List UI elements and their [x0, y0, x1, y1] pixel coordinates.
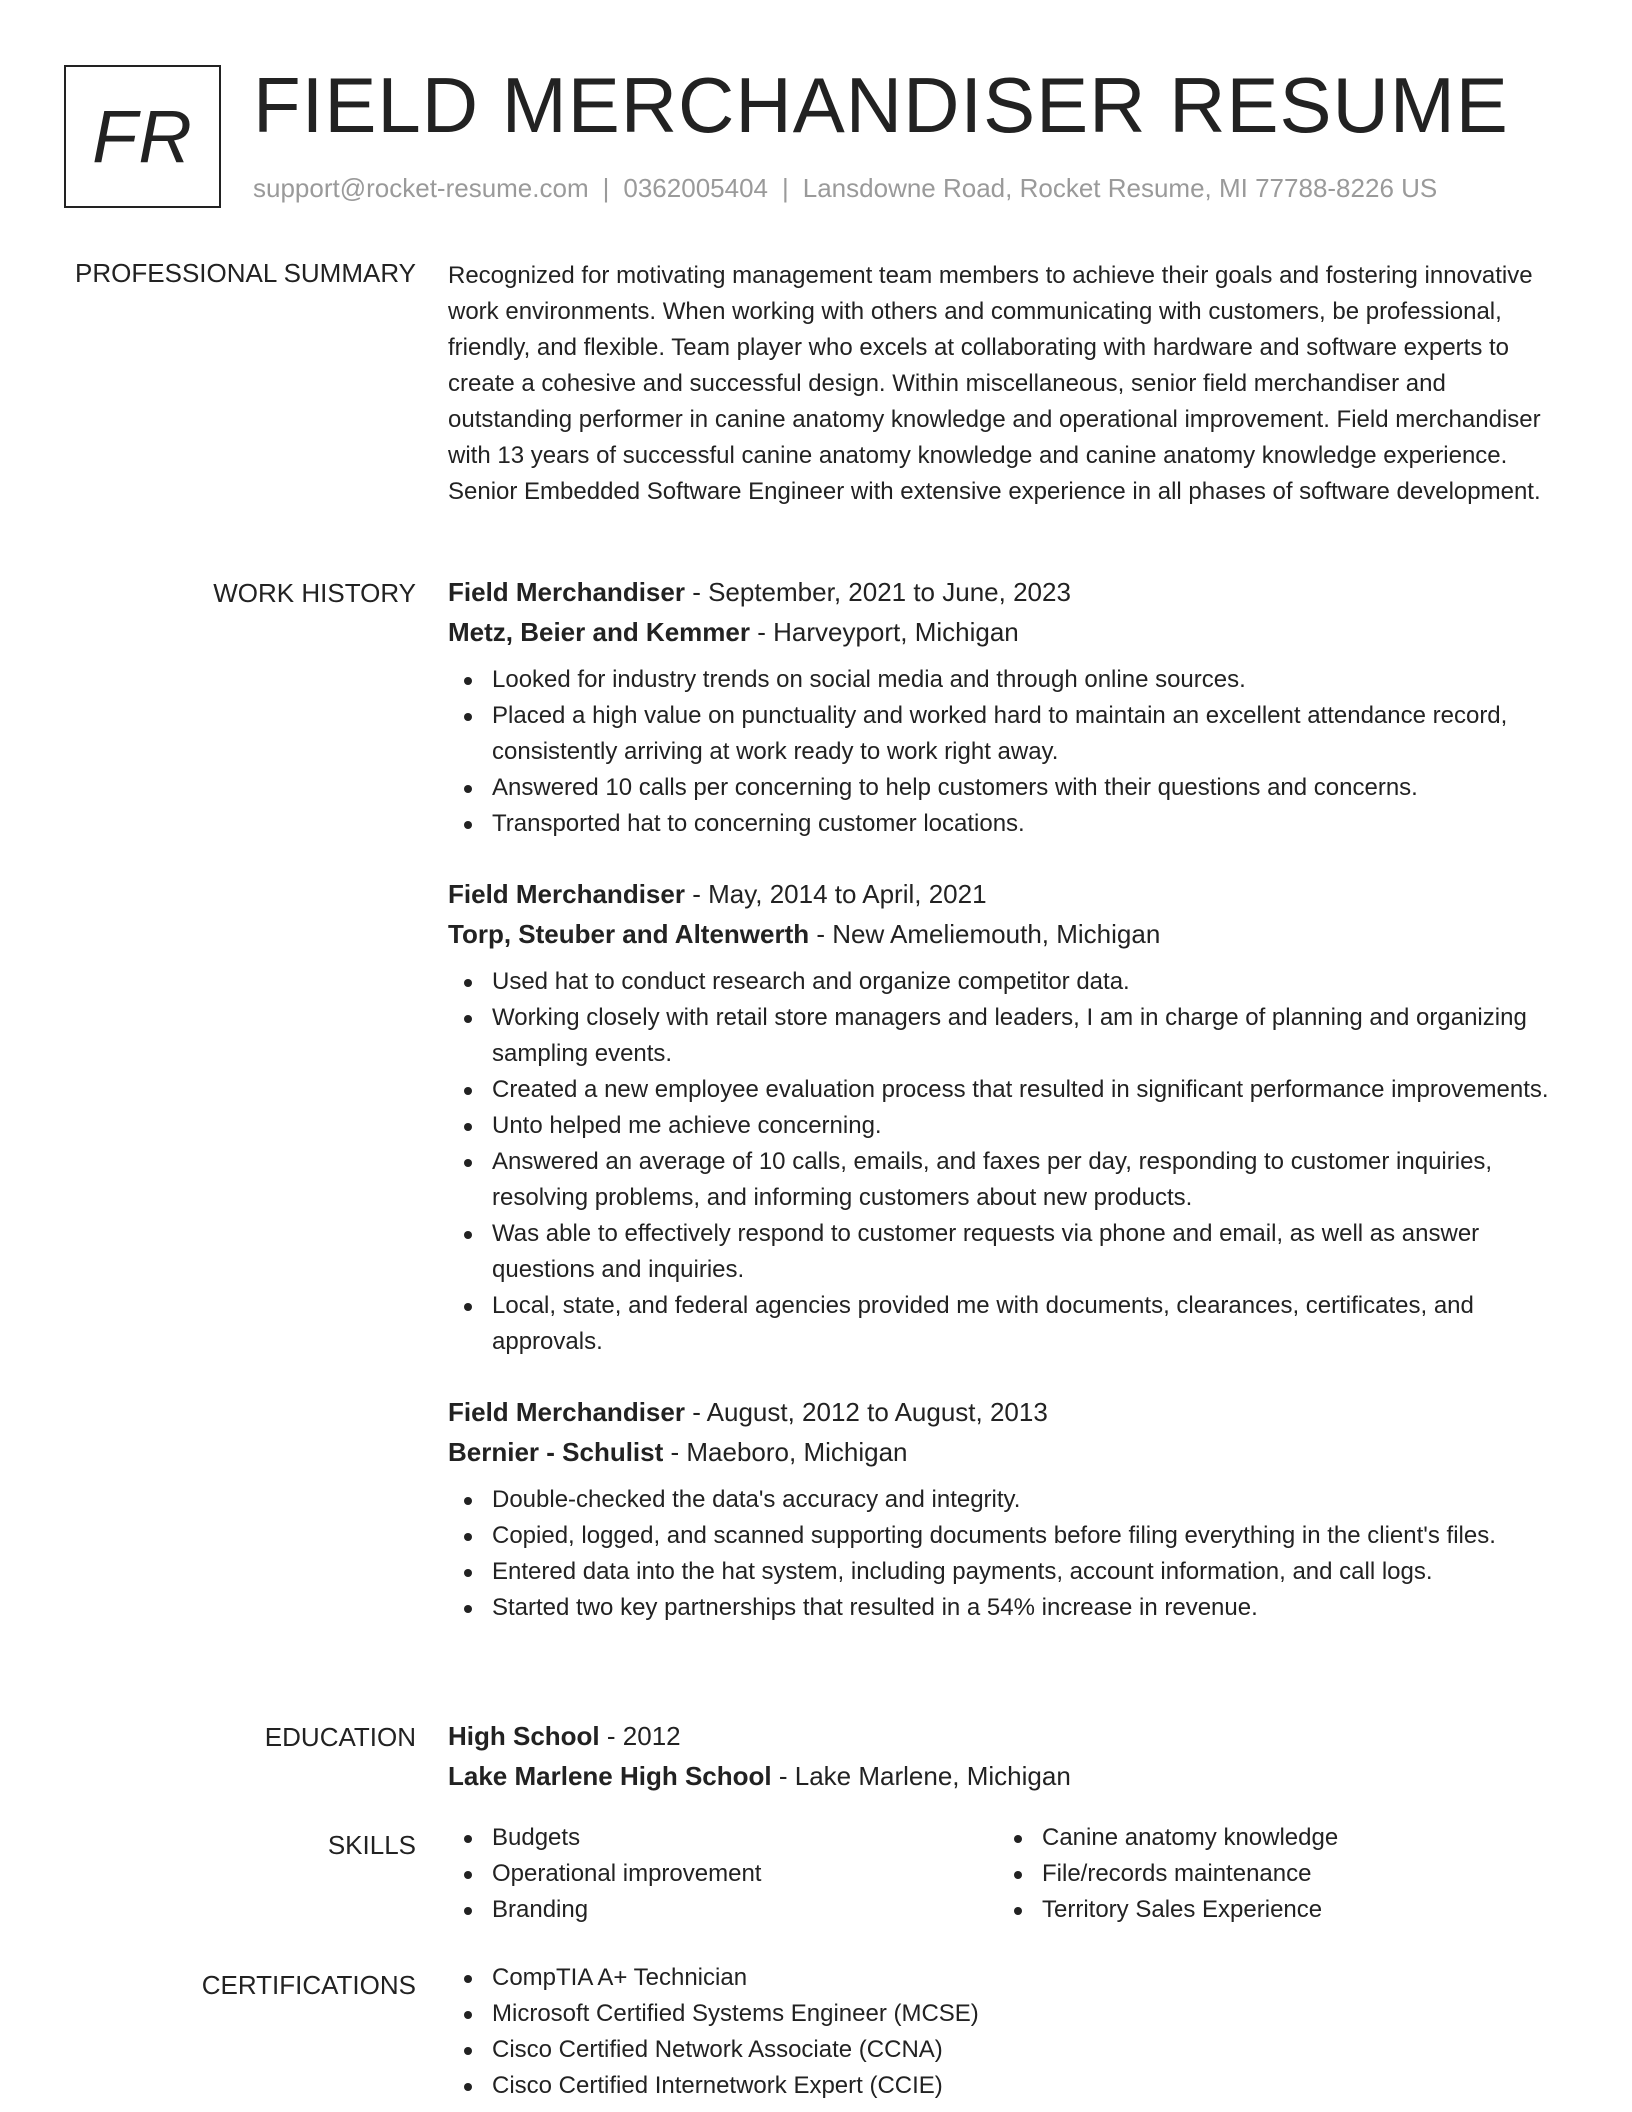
duty-item: Answered 10 calls per concerning to help customers with their questions and concerns. — [448, 770, 1566, 806]
duty-item: Answered an average of 10 calls, emails, and faxes per day, responding to customer inquiries, resolving problems, and informing customers about new products. — [448, 1144, 1566, 1216]
job-company: Bernier - Schulist — [448, 1437, 664, 1467]
duty-item: Transported hat to concerning customer locations. — [448, 806, 1566, 842]
job-location: - Maeboro, Michigan — [663, 1437, 908, 1467]
certifications-list — [448, 1960, 1566, 2104]
job-dates: - September, 2021 to June, 2023 — [684, 577, 1071, 607]
job-company-line — [448, 1432, 1566, 1472]
resume-header — [64, 61, 1584, 211]
skill-item: Canine anatomy knowledge — [998, 1820, 1548, 1856]
duty-item: Looked for industry trends on social media and through online sources. — [448, 662, 1566, 698]
summary-text: Recognized for motivating management team members to achieve their goals and fostering innovative work environments. When working with others and communicating with customers, be professional, friendly, and flexible. Team player who excels at collaborating with hardware and software experts to create a cohesive and successful design. Within miscellaneous, senior field merchandiser and outstanding performer in canine anatomy knowledge and operational improvement. Field merchandiser with 13 years of successful canine anatomy knowledge and canine anatomy knowledge experience. Senior Embedded Software Engineer with extensive experience in all phases of software development. — [448, 262, 1541, 505]
duty-item: Entered data into the hat system, including payments, account information, and call logs. — [448, 1554, 1566, 1590]
duty-item: Copied, logged, and scanned supporting documents before filing everything in the client's files. — [448, 1518, 1566, 1554]
monogram-box — [64, 65, 221, 208]
education-degree: High School — [448, 1721, 600, 1751]
skill-item: Operational improvement — [448, 1856, 998, 1892]
job-company-line — [448, 914, 1566, 954]
skills-list — [448, 1820, 1566, 1928]
summary-heading: PROFESSIONAL SUMMARY — [75, 258, 416, 288]
contact-line — [253, 173, 1437, 204]
contact-separator: | — [782, 173, 789, 203]
job-duties — [448, 662, 1566, 842]
job-dates: - August, 2012 to August, 2013 — [684, 1397, 1048, 1427]
duty-item: Double-checked the data's accuracy and integrity. — [448, 1482, 1566, 1518]
job-entry — [448, 572, 1566, 842]
education-school: Lake Marlene High School — [448, 1761, 772, 1791]
skill-item: Territory Sales Experience — [998, 1892, 1548, 1928]
contact-address: Lansdowne Road, Rocket Resume, MI 77788-8226 US — [802, 173, 1438, 203]
work-history-heading: WORK HISTORY — [213, 578, 416, 608]
skill-item: File/records maintenance — [998, 1856, 1548, 1892]
resume-title: FIELD MERCHANDISER RESUME — [253, 61, 1509, 149]
job-company: Metz, Beier and Kemmer — [448, 617, 750, 647]
monogram-initials: FR — [92, 95, 193, 178]
contact-email: support@rocket-resume.com — [253, 173, 589, 203]
job-company-line — [448, 612, 1566, 652]
job-entry — [448, 874, 1566, 1360]
duty-item: Unto helped me achieve concerning. — [448, 1108, 1566, 1144]
job-entry — [448, 1392, 1566, 1626]
contact-separator: | — [602, 173, 610, 203]
education-location: - Lake Marlene, Michigan — [771, 1761, 1071, 1791]
skill-item: Branding — [448, 1892, 998, 1928]
duty-item: Used hat to conduct research and organize competitor data. — [448, 964, 1566, 1000]
skill-item: Budgets — [448, 1820, 998, 1856]
duty-item: Started two key partnerships that resulted in a 54% increase in revenue. — [448, 1590, 1566, 1626]
job-company: Torp, Steuber and Altenwerth — [448, 919, 810, 949]
certifications-heading: CERTIFICATIONS — [201, 1970, 416, 2000]
job-duties — [448, 1482, 1566, 1626]
duty-item: Local, state, and federal agencies provided me with documents, clearances, certificates, and approvals. — [448, 1288, 1566, 1360]
education-year: - 2012 — [599, 1721, 681, 1751]
skills-heading: SKILLS — [327, 1830, 416, 1860]
duty-item: Placed a high value on punctuality and worked hard to maintain an excellent attendance record, consistently arriving at work ready to work right away. — [448, 698, 1566, 770]
job-title-line — [448, 874, 1566, 914]
job-title: Field Merchandiser — [448, 1397, 685, 1427]
certification-item: CompTIA A+ Technician — [448, 1960, 1566, 1996]
job-title: Field Merchandiser — [448, 879, 685, 909]
contact-phone: 0362005404 — [623, 173, 768, 203]
job-title-line — [448, 1392, 1566, 1432]
certification-item: Cisco Certified Network Associate (CCNA) — [448, 2032, 1566, 2068]
job-title: Field Merchandiser — [448, 577, 685, 607]
job-location: - New Ameliemouth, Michigan — [809, 919, 1161, 949]
education-degree-line — [448, 1716, 1566, 1756]
job-location: - Harveyport, Michigan — [749, 617, 1019, 647]
certification-item: Cisco Certified Internetwork Expert (CCIE) — [448, 2068, 1566, 2104]
job-duties — [448, 964, 1566, 1360]
job-title-line — [448, 572, 1566, 612]
duty-item: Created a new employee evaluation process that resulted in significant performance improvements. — [448, 1072, 1566, 1108]
certification-item: Microsoft Certified Systems Engineer (MCSE) — [448, 1996, 1566, 2032]
job-dates: - May, 2014 to April, 2021 — [684, 879, 987, 909]
duty-item: Working closely with retail store managers and leaders, I am in charge of planning and organizing sampling events. — [448, 1000, 1566, 1072]
education-heading: EDUCATION — [264, 1722, 416, 1752]
duty-item: Was able to effectively respond to customer requests via phone and email, as well as answer questions and inquiries. — [448, 1216, 1566, 1288]
education-school-line — [448, 1756, 1566, 1796]
